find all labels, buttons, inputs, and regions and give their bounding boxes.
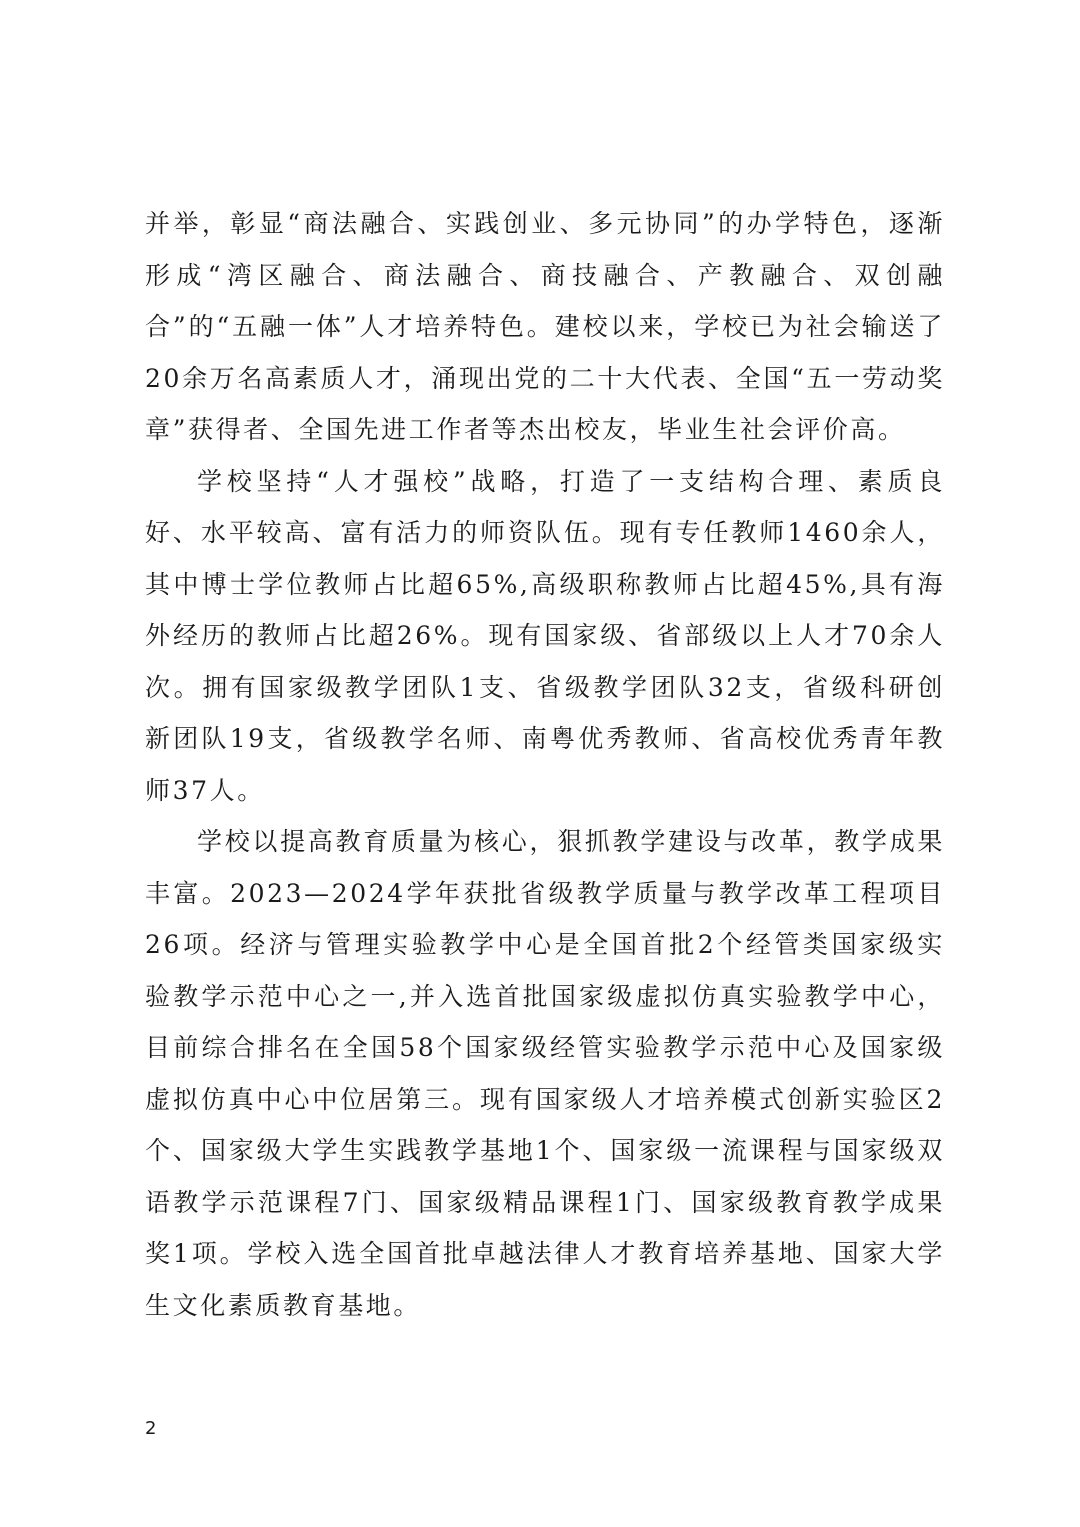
paragraph-3: 学校以提高教育质量为核心，狠抓教学建设与改革，教学成果丰富。2023—2024学年获批省级教学质量与教学改革工程项目26项。经济与管理实验教学中心是全国首批2个经管类国家级实验教学示范中心之一,并入选首批国家级虚拟仿真实验教学中心，目前综合排名在全国58个国家级经管实验教学示范中心及国家级虚拟仿真中心中位居第三。现有国家级人才培养模式创新实验区2个、国家级大学生实践教学基地1个、国家级一流课程与国家级双语教学示范课程7门、国家级精品课程1门、国家级教育教学成果奖1项。学校入选全国首批卓越法律人才教育培养基地、国家大学生文化素质教育基地。	[145, 827, 945, 1320]
body-text	[145, 198, 945, 1331]
page-number: 2	[145, 1418, 157, 1439]
paragraph-1: 并举，彰显“商法融合、实践创业、多元协同”的办学特色，逐渐形成“湾区融合、商法融合、商技融合、产教融合、双创融合”的“五融一体”人才培养特色。建校以来，学校已为社会输送了20余万名高素质人才，涌现出党的二十大代表、全国“五一劳动奖章”获得者、全国先进工作者等杰出校友，毕业生社会评价高。	[145, 209, 945, 444]
paragraph-2: 学校坚持“人才强校”战略，打造了一支结构合理、素质良好、水平较高、富有活力的师资队伍。现有专任教师1460余人，其中博士学位教师占比超65%,高级职称教师占比超45%,具有海外经历的教师占比超26%。现有国家级、省部级以上人才70余人次。拥有国家级教学团队1支、省级教学团队32支，省级科研创新团队19支，省级教学名师、南粤优秀教师、省高校优秀青年教师37人。	[145, 466, 945, 805]
